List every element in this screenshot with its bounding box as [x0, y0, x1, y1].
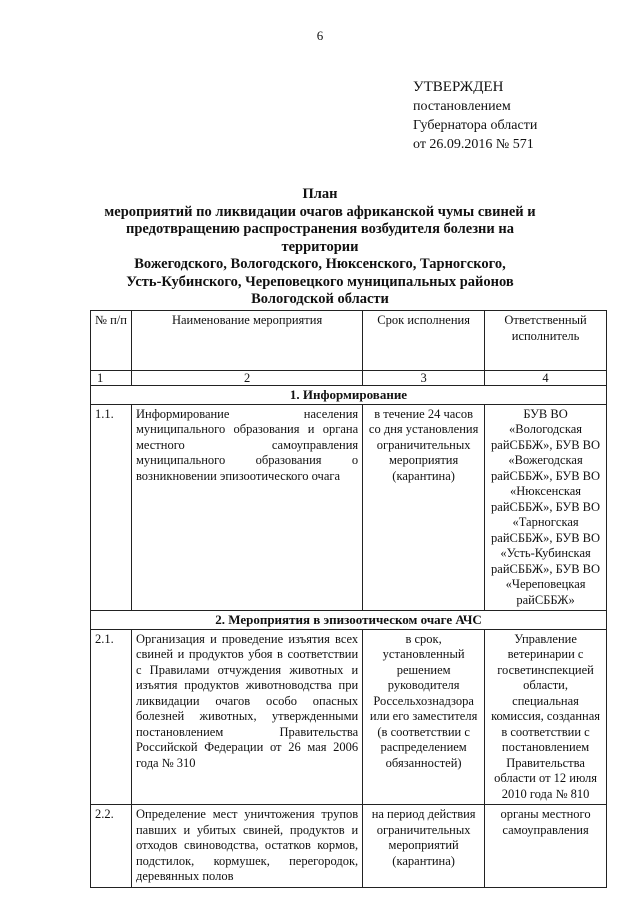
table-row: [91, 629, 607, 805]
title-line: Усть-Кубинского, Череповецкого муниципальных районов: [126, 273, 514, 290]
column-numbers-row: [91, 371, 607, 386]
header-resp: Ответственный исполнитель: [485, 311, 607, 371]
row-number: 2.2.: [91, 805, 132, 888]
column-number: 2: [131, 371, 362, 386]
page-number: 6: [316, 28, 324, 43]
title-line: Вологодской области: [251, 291, 389, 307]
measure-responsible: Управление ветеринарии с госветинспекцией области, специальная комиссия, созданная в соответствии с постановлением Правительства области от 12 июля 2010 года № 810: [485, 629, 607, 805]
approval-line: Губернатора области: [413, 118, 538, 133]
section-row: [91, 611, 607, 630]
document-title: [95, 186, 545, 309]
title-line: мероприятий по ликвидации очагов африканской чумы свиней и: [104, 203, 536, 220]
row-number: 1.1.: [91, 404, 132, 611]
measure-name: Организация и проведение изъятия всех свиней и продуктов убоя в соответствии с Правилами отчуждения животных и изъятия продуктов животноводства при ликвидации очагов особо опасных болезней животных, утвержденными постановлением Правительства Российской Федерации от 26 мая 2006 года № 310: [131, 629, 362, 805]
header-name: Наименование мероприятия: [131, 311, 362, 371]
title-line: предотвращению распространения возбудителя болезни на территории: [125, 221, 514, 255]
header-term: Срок исполнения: [363, 311, 485, 371]
section-title: 2. Мероприятия в эпизоотическом очаге АЧС: [91, 611, 607, 630]
measures-table: [90, 310, 607, 888]
table-row: [91, 404, 607, 611]
approval-block: [413, 78, 537, 154]
title-line: План: [302, 186, 338, 202]
approval-line: постановлением: [413, 99, 511, 114]
measure-term: на период действия ограничительных мероприятий (карантина): [363, 805, 485, 888]
header-num: № п/п: [91, 311, 132, 371]
section-row: [91, 386, 607, 405]
approval-date-line: от 26.09.2016 № 571: [413, 137, 534, 152]
measure-term: в срок, установленный решением руководителя Россельхознадзора или его заместителя (в соответствии с распределением обязанностей): [363, 629, 485, 805]
column-number: 4: [485, 371, 607, 386]
table-row: [91, 805, 607, 888]
column-number: 3: [363, 371, 485, 386]
measure-name: Определение мест уничтожения трупов павших и убитых свиней, продуктов и отходов свиноводства, остатков кормов, подстилок, кормушек, перегородок, деревянных полов: [131, 805, 362, 888]
measure-responsible: БУВ ВО «Вологодская райСББЖ», БУВ ВО «Вожегодская райСББЖ», БУВ ВО «Нюксенская райСББЖ», БУВ ВО «Тарногская райСББЖ», БУВ ВО «Усть-Кубинская райСББЖ», БУВ ВО «Череповецкая райСББЖ»: [485, 404, 607, 611]
title-line: Вожегодского, Вологодского, Нюксенского, Тарногского,: [134, 256, 506, 272]
table-header-row: [91, 311, 607, 371]
measure-term: в течение 24 часов со дня установления ограничительных мероприятия (карантина): [363, 404, 485, 611]
section-title: 1. Информирование: [91, 386, 607, 405]
row-number: 2.1.: [91, 629, 132, 805]
measure-name: Информирование населения муниципального образования и органа местного самоуправления муниципального образования о возникновении эпизоотического очага: [131, 404, 362, 611]
approval-heading: УТВЕРЖДЕН: [413, 79, 504, 95]
column-number: 1: [91, 371, 132, 386]
measure-responsible: органы местного самоуправления: [485, 805, 607, 888]
